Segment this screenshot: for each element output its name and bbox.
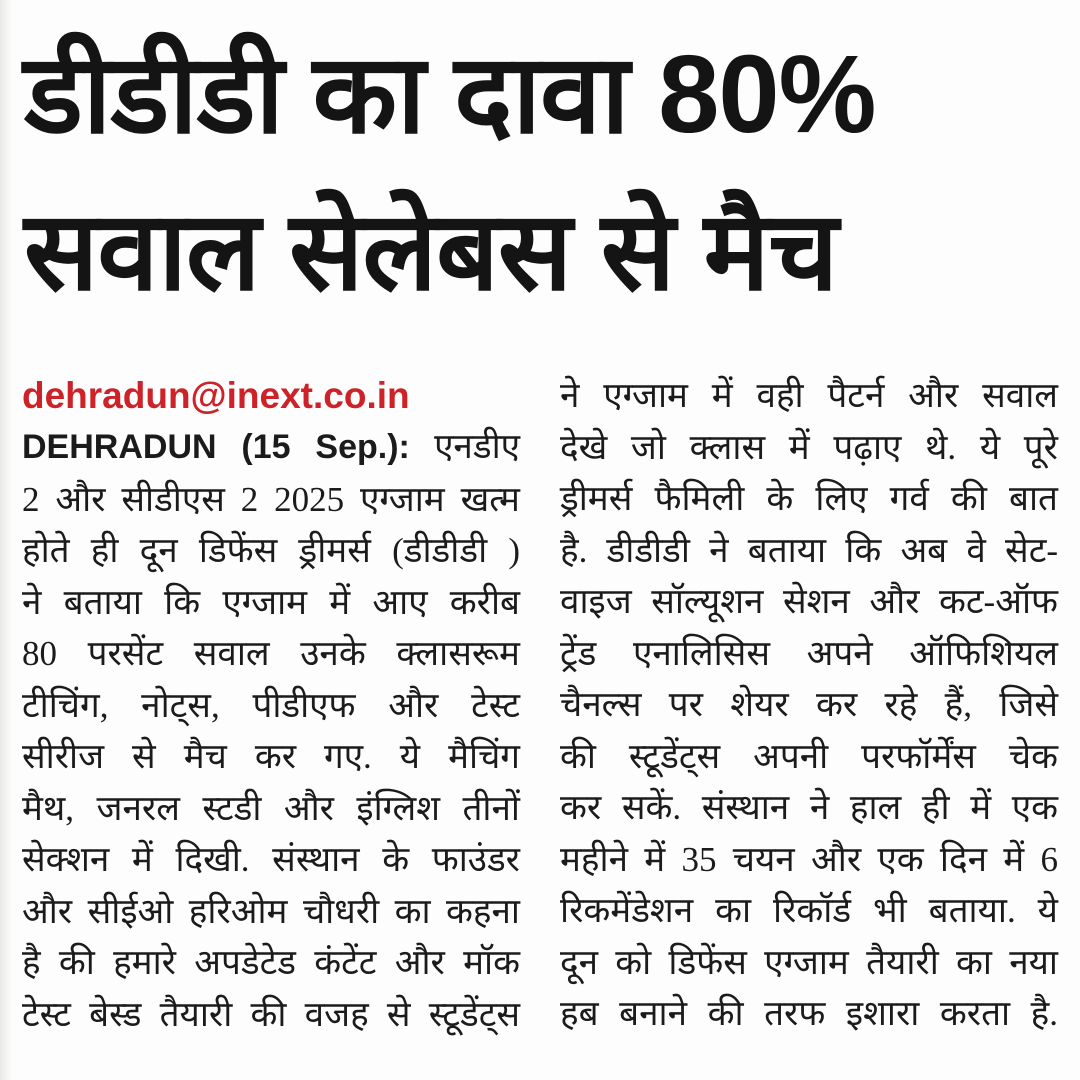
body-line: ने एग्जाम में वही पैटर्न और सवाल <box>560 376 1058 415</box>
body-line: कर सकें. संस्थान ने हाल ही में एक <box>560 788 1058 827</box>
body-line: टेस्ट बेस्ड तैयारी की वजह से स्टूडेंट्स <box>22 994 520 1034</box>
body-line: ड्रीमर्स फैमिली के लिए गर्व की बात <box>560 479 1058 518</box>
body-line: टीचिंग, नोट्स, पीडीएफ और टेस्ट <box>22 685 520 725</box>
body-line: की स्टूडेंट्स अपनी परफॉर्मेंस चेक <box>560 736 1058 776</box>
right-column <box>560 370 1058 1040</box>
body-line: मैथ, जनरल स्टडी और इंग्लिश तीनों <box>22 788 520 828</box>
body-line: और सीईओ हरिओम चौधरी का कहना <box>22 891 520 931</box>
body-line: ट्रेंड एनालिसिस अपने ऑफिशियल <box>560 633 1058 673</box>
body-line: सेक्शन में दिखी. संस्थान के फाउंडर <box>22 840 520 879</box>
contact-email: dehradun@inext.co.in <box>22 375 410 416</box>
dateline: DEHRADUN (15 Sep.): <box>22 428 410 466</box>
body-line: 2 और सीडीएस 2 2025 एग्जाम खत्म <box>22 479 520 519</box>
body-line: दून को डिफेंस एग्जाम तैयारी का नया <box>560 942 1058 982</box>
headline <box>0 0 1080 330</box>
headline-line-1: डीडीडी का दावा 80% <box>24 33 876 156</box>
body-line: देखे जो क्लास में पढ़ाए थे. ये पूरे <box>560 427 1058 467</box>
body-line: वाइज सॉल्यूशन सेशन और कट-ऑफ <box>560 582 1058 621</box>
body-line: 80 परसेंट सवाल उनके क्लासरूम <box>22 634 520 673</box>
dateline-continuation: एनडीए <box>434 427 520 466</box>
body-line: है की हमारे अपडेटेड कंटेंट और मॉक <box>22 943 520 982</box>
left-column <box>22 370 520 1040</box>
body-line: हब बनाने की तरफ इशारा करता है. <box>560 994 1058 1033</box>
body-line: महीने में 35 चयन और एक दिन में 6 <box>560 839 1058 879</box>
body-line: है. डीडीडी ने बताया कि अब वे सेट- <box>560 530 1058 570</box>
body-line: सीरीज से मैच कर गए. ये मैचिंग <box>22 737 520 776</box>
body-line: चैनल्स पर शेयर कर रहे हैं, जिसे <box>560 685 1058 724</box>
body-line: होते ही दून डिफेंस ड्रीमर्स (डीडीडी ) <box>22 531 520 570</box>
headline-line-2: सवाल सेलेबस से मैच <box>24 190 838 313</box>
dateline-row <box>22 421 520 474</box>
body-line: रिकमेंडेशन का रिकॉर्ड भी बताया. ये <box>560 891 1058 930</box>
article-body <box>0 370 1080 1040</box>
body-line: ने बताया कि एग्जाम में आए करीब <box>22 582 520 622</box>
